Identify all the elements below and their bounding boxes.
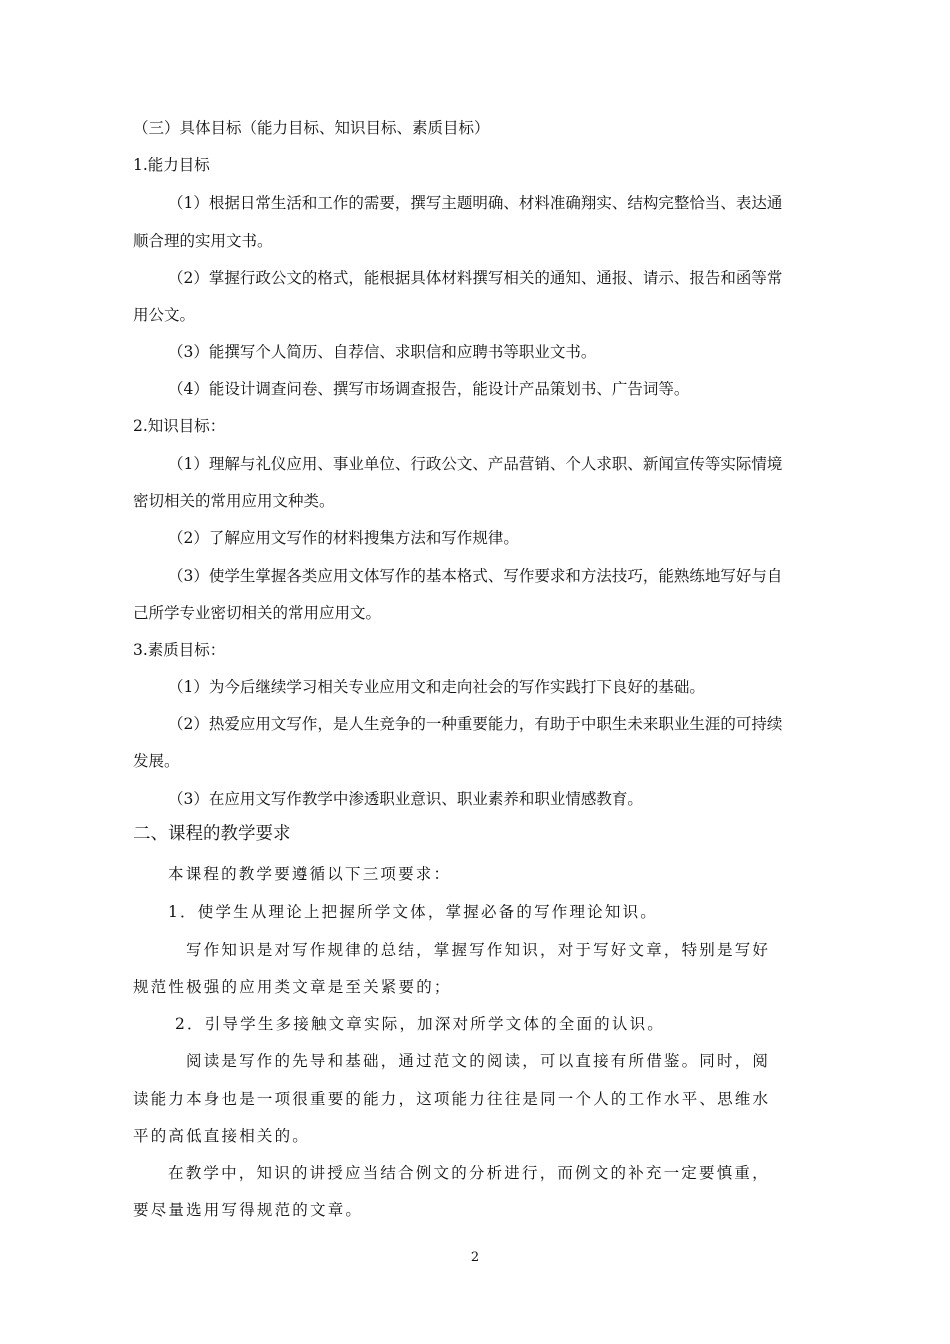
teaching-para-line2: 要尽量选用写得规范的文章。: [133, 1201, 364, 1219]
ability-item-1-line1: （1）根据日常生活和工作的需要，撰写主题明确、材料准确翔实、结构完整恰当、表达通: [168, 194, 783, 212]
quality-item-3: （3）在应用文写作教学中渗透职业意识、职业素养和职业情感教育。: [168, 790, 643, 808]
requirement-2-para-line3: 平的高低直接相关的。: [133, 1127, 311, 1145]
requirement-1: 1．使学生从理论上把握所学文体，掌握必备的写作理论知识。: [168, 903, 658, 921]
requirement-1-para-line2: 规范性极强的应用类文章是至关紧要的；: [133, 978, 452, 996]
knowledge-item-3-line1: （3）使学生掌握各类应用文体写作的基本格式、写作要求和方法技巧，能熟练地写好与自: [168, 567, 783, 585]
ability-item-2-line2: 用公文。: [133, 306, 196, 324]
quality-item-1: （1）为今后继续学习相关专业应用文和走向社会的写作实践打下良好的基础。: [168, 678, 705, 696]
ability-item-3: （3）能撰写个人简历、自荐信、求职信和应聘书等职业文书。: [168, 343, 597, 361]
knowledge-item-1-line2: 密切相关的常用应用文种类。: [133, 492, 335, 510]
knowledge-item-1-line1: （1）理解与礼仪应用、事业单位、行政公文、产品营销、个人求职、新闻宣传等实际情境: [168, 455, 783, 473]
knowledge-item-2: （2）了解应用文写作的材料搜集方法和写作规律。: [168, 529, 519, 547]
section-title: （三）具体目标（能力目标、知识目标、素质目标）: [133, 119, 490, 137]
quality-item-2-line1: （2）热爱应用文写作，是人生竞争的一种重要能力，有助于中职生未来职业生涯的可持续: [168, 715, 783, 733]
ability-item-4: （4）能设计调查问卷、撰写市场调查报告，能设计产品策划书、广告词等。: [168, 380, 690, 398]
teaching-para-line1: 在教学中，知识的讲授应当结合例文的分析进行，而例文的补充一定要慎重，: [168, 1164, 770, 1182]
requirement-2-para-line1: 阅读是写作的先导和基础，通过范文的阅读，可以直接有所借鉴。同时，阅: [186, 1052, 771, 1070]
requirement-2-para-line2: 读能力本身也是一项很重要的能力，这项能力往往是同一个人的工作水平、思维水: [133, 1090, 771, 1108]
requirements-heading: 二、课程的教学要求: [133, 824, 291, 844]
knowledge-item-3-line2: 己所学专业密切相关的常用应用文。: [133, 604, 382, 622]
ability-item-1-line2: 顺合理的实用文书。: [133, 232, 273, 250]
quality-heading: 3.素质目标：: [133, 641, 226, 659]
knowledge-heading: 2.知识目标：: [133, 417, 226, 435]
ability-heading: 1.能力目标: [133, 156, 210, 174]
requirements-intro: 本课程的教学要遵循以下三项要求：: [168, 865, 452, 883]
quality-item-2-line2: 发展。: [133, 752, 180, 770]
requirement-2: 2．引导学生多接触文章实际，加深对所学文体的全面的认识。: [175, 1015, 665, 1033]
requirement-1-para-line1: 写作知识是对写作规律的总结，掌握写作知识，对于写好文章，特别是写好: [186, 941, 771, 959]
ability-item-2-line1: （2）掌握行政公文的格式，能根据具体材料撰写相关的通知、通报、请示、报告和函等常: [168, 269, 783, 287]
page-number: 2: [470, 1250, 480, 1265]
